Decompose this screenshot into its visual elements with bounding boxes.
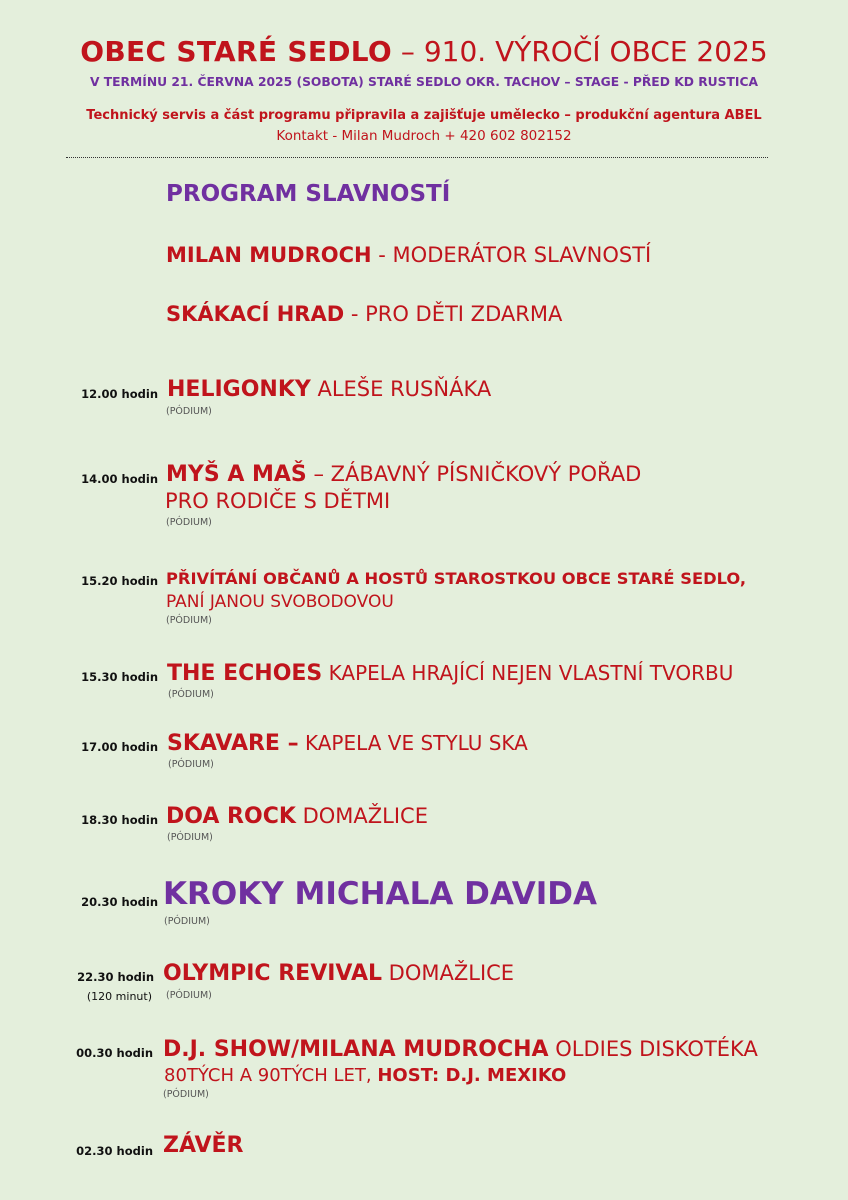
venue-label: (PÓDIUM) — [166, 615, 212, 626]
act-desc: DOMAŽLICE — [295, 804, 428, 828]
schedule-time: 14.00 hodin — [81, 472, 158, 486]
dotted-divider — [66, 157, 768, 158]
act-name: HELIGONKY — [167, 377, 311, 402]
title-anniversary: – 910. VÝROČÍ OBCE 2025 — [392, 35, 768, 68]
act-desc-era: 80TÝCH A 90TÝCH LET, — [164, 1065, 378, 1086]
bouncy-castle-line — [166, 302, 562, 326]
act-name: MYŠ A MAŠ — [166, 462, 307, 487]
act-name: KROKY MICHALA DAVIDA — [163, 876, 597, 912]
host-name: MILAN MUDROCH — [166, 243, 372, 267]
schedule-act — [167, 376, 491, 403]
schedule-act — [163, 1132, 243, 1159]
act-name: OLYMPIC REVIVAL — [163, 961, 382, 986]
bouncy-castle-name: SKÁKACÍ HRAD — [166, 302, 345, 326]
host-desc: - MODERÁTOR SLAVNOSTÍ — [371, 243, 652, 267]
act-name: THE ECHOES — [167, 661, 323, 686]
act-desc: KAPELA VE STYLU SKA — [298, 731, 528, 755]
act-name: D.J. SHOW/MILANA MUDROCHA — [163, 1037, 549, 1062]
venue-label: (PÓDIUM) — [166, 990, 212, 1001]
act-desc: DOMAŽLICE — [382, 961, 515, 985]
schedule-act — [167, 730, 528, 757]
act-desc-cont: PANÍ JANOU SVOBODOVOU — [166, 592, 394, 612]
schedule-time: 18.30 hodin — [81, 813, 158, 827]
schedule-time: 17.00 hodin — [81, 740, 158, 754]
schedule-duration: (120 minut) — [86, 990, 152, 1003]
schedule-act — [166, 566, 746, 592]
act-name: SKAVARE – — [167, 731, 299, 756]
schedule-act — [166, 803, 428, 830]
act-name: DOA ROCK — [166, 804, 296, 829]
schedule-act — [163, 877, 597, 914]
act-desc: OLDIES DISKOTÉKA — [548, 1037, 758, 1061]
act-desc: KAPELA HRAJÍCÍ NEJEN VLASTNÍ TVORBU — [322, 661, 734, 685]
act-desc: – ZÁBAVNÝ PÍSNIČKOVÝ POŘAD — [306, 462, 642, 486]
program-heading: PROGRAM SLAVNOSTÍ — [166, 181, 451, 207]
venue-label: (PÓDIUM) — [168, 759, 214, 770]
agency-note: Technický servis a část programu připravila a zajišťuje umělecko – produkční agentura ABEL — [86, 108, 762, 123]
venue-label: (PÓDIUM) — [166, 517, 212, 528]
venue-label: (PÓDIUM) — [163, 1089, 209, 1100]
schedule-time: 20.30 hodin — [81, 895, 158, 909]
act-desc: ALEŠE RUSŇÁKA — [310, 377, 492, 401]
schedule-act — [163, 960, 514, 987]
act-desc-cont — [164, 1065, 566, 1086]
schedule-act — [166, 461, 641, 488]
schedule-time: 15.20 hodin — [81, 574, 158, 588]
venue-label: (PÓDIUM) — [164, 916, 210, 927]
event-date-location: V TERMÍNU 21. ČERVNA 2025 (SOBOTA) STARÉ SEDLO OKR. TACHOV – STAGE - PŘED KD RUSTICA — [89, 75, 759, 89]
venue-label: (PÓDIUM) — [166, 406, 212, 417]
title-village: OBEC STARÉ SEDLO — [80, 35, 393, 68]
venue-label: (PÓDIUM) — [167, 832, 213, 843]
bouncy-castle-desc: - PRO DĚTI ZDARMA — [344, 302, 563, 326]
act-desc-cont: PRO RODIČE S DĚTMI — [165, 489, 391, 513]
host-line — [166, 243, 651, 267]
schedule-time: 12.00 hodin — [81, 387, 158, 401]
contact-line: Kontakt - Milan Mudroch + 420 602 802152 — [276, 128, 572, 144]
act-name: PŘIVÍTÁNÍ OBČANŮ A HOSTŮ STAROSTKOU OBCE STARÉ SEDLO, — [166, 569, 747, 588]
schedule-act — [167, 660, 733, 687]
schedule-time: 15.30 hodin — [81, 670, 158, 684]
venue-label: (PÓDIUM) — [168, 689, 214, 700]
schedule-time: 02.30 hodin — [76, 1144, 153, 1158]
act-guest: HOST: D.J. MEXIKO — [377, 1065, 567, 1086]
schedule-act — [163, 1036, 758, 1063]
schedule-time: 00.30 hodin — [76, 1046, 153, 1060]
page-title — [0, 34, 848, 70]
act-name: ZÁVĚR — [163, 1133, 244, 1158]
schedule-time: 22.30 hodin — [77, 970, 154, 984]
